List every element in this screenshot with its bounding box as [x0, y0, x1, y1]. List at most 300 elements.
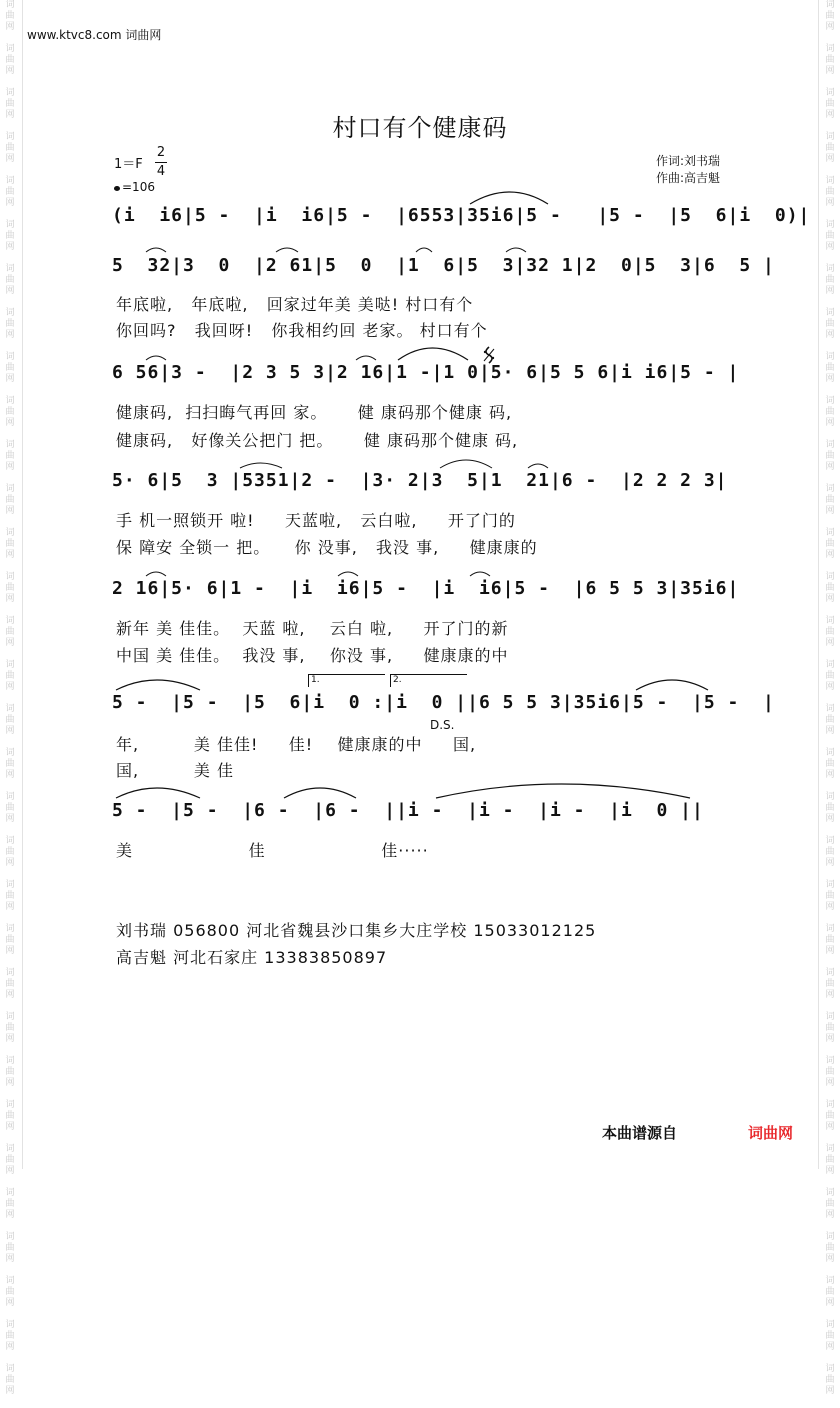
watermark-gap [822, 913, 838, 924]
watermark-char: 曲 [825, 803, 835, 813]
watermark-char: 词 [825, 924, 835, 934]
watermark-char: 网 [5, 1078, 15, 1088]
watermark-char: 词 [825, 396, 835, 406]
watermark-char: 词 [5, 660, 15, 670]
watermark-char: 词 [825, 1276, 835, 1286]
slur-3 [276, 248, 298, 252]
watermark-gap [822, 1353, 838, 1364]
watermark-char: 网 [825, 946, 835, 956]
watermark-char: 曲 [825, 55, 835, 65]
page-border-right [818, 0, 819, 1169]
watermark-char: 曲 [825, 715, 835, 725]
watermark-char: 词 [825, 1144, 835, 1154]
watermark-gap [822, 1089, 838, 1100]
watermark-char: 词 [825, 264, 835, 274]
slur-17 [116, 788, 200, 798]
watermark-char: 网 [825, 990, 835, 1000]
watermark-char: 词 [5, 132, 15, 142]
watermark-gap [822, 869, 838, 880]
watermark-char: 词 [825, 1056, 835, 1066]
watermark-char: 网 [5, 594, 15, 604]
lyric-line-2: 你回吗? 我回呀! 你我相约回 老家。 村口有个 [116, 321, 488, 340]
watermark-char: 词 [5, 572, 15, 582]
watermark-gap [2, 781, 18, 792]
watermark-gap [822, 253, 838, 264]
watermark-gap [822, 957, 838, 968]
music-line-2: 5 32|3 0 |2 61|5 0 |1 6|5 3|32 1|2 0|5 3|6 5 | [112, 255, 775, 276]
volta-2-label: 2. [393, 675, 402, 685]
watermark-char: 词 [5, 176, 15, 186]
watermark-char: 网 [825, 1342, 835, 1352]
watermark-char: 词 [825, 132, 835, 142]
watermark-char: 词 [5, 968, 15, 978]
watermark-char: 词 [5, 88, 15, 98]
ds-mark: D.S. [430, 718, 455, 732]
watermark-char: 曲 [5, 1023, 15, 1033]
quarter-note-icon [114, 186, 120, 191]
watermark-char: 曲 [825, 1111, 835, 1121]
lyric-line-10: 国, 美 佳 [116, 761, 234, 780]
watermark-char: 网 [5, 242, 15, 252]
watermark-char: 词 [825, 1320, 835, 1330]
watermark-char: 曲 [825, 847, 835, 857]
watermark-char: 曲 [825, 1243, 835, 1253]
watermark-char: 曲 [825, 451, 835, 461]
watermark-char: 网 [5, 66, 15, 76]
watermark-gap [822, 473, 838, 484]
watermark-char: 词 [825, 616, 835, 626]
watermark-gap [822, 165, 838, 176]
slur-18 [284, 788, 356, 798]
watermark-gap [2, 1397, 18, 1408]
watermark-char: 词 [825, 44, 835, 54]
watermark-char: 曲 [5, 11, 15, 21]
watermark-right [822, 0, 838, 1396]
site-url[interactable]: www.ktvc8.com 词曲网 [27, 28, 162, 42]
watermark-char: 网 [5, 374, 15, 384]
watermark-char: 曲 [5, 319, 15, 329]
watermark-gap [822, 693, 838, 704]
watermark-char: 词 [5, 1056, 15, 1066]
music-line-6: 5 - |5 - |5 6|i 0 :|i 0 ||6 5 5 3|35i6|5 - |5 - | [112, 692, 775, 713]
watermark-char: 词 [825, 792, 835, 802]
composer: 作曲:高吉魁 [656, 171, 721, 185]
watermark-char: 词 [825, 220, 835, 230]
slur-19 [436, 784, 690, 798]
watermark-char: 网 [5, 770, 15, 780]
watermark-gap [822, 517, 838, 528]
watermark-gap [2, 957, 18, 968]
watermark-char: 词 [825, 1364, 835, 1374]
watermark-char: 网 [5, 462, 15, 472]
watermark-char: 网 [825, 1122, 835, 1132]
watermark-gap [2, 209, 18, 220]
watermark-gap [2, 1089, 18, 1100]
lyric-line-1: 年底啦, 年底啦, 回家过年美 美哒! 村口有个 [116, 295, 474, 314]
watermark-char: 词 [5, 0, 15, 10]
tempo-value: =106 [122, 180, 155, 194]
watermark-char: 曲 [5, 55, 15, 65]
watermark-char: 曲 [5, 495, 15, 505]
watermark-char: 词 [5, 1364, 15, 1374]
watermark-gap [822, 33, 838, 44]
watermark-char: 曲 [5, 1199, 15, 1209]
watermark-char: 曲 [5, 1243, 15, 1253]
watermark-char: 网 [825, 902, 835, 912]
watermark-gap [822, 1177, 838, 1188]
lyric-line-8: 中国 美 佳佳。 我没 事, 你没 事, 健康康的中 [116, 646, 509, 665]
watermark-gap [2, 825, 18, 836]
footer-line-2: 高吉魁 河北石家庄 13383850897 [116, 948, 388, 967]
source-label: 本曲谱源自 [602, 1124, 678, 1142]
watermark-char: 曲 [825, 1287, 835, 1297]
watermark-char: 网 [825, 682, 835, 692]
watermark-char: 词 [5, 396, 15, 406]
watermark-char: 网 [825, 462, 835, 472]
watermark-char: 网 [825, 506, 835, 516]
watermark-gap [2, 1309, 18, 1320]
watermark-char: 曲 [825, 275, 835, 285]
watermark-char: 网 [825, 814, 835, 824]
watermark-char: 曲 [825, 759, 835, 769]
watermark-char: 网 [5, 1210, 15, 1220]
watermark-char: 网 [825, 110, 835, 120]
watermark-char: 词 [825, 0, 835, 10]
watermark-char: 词 [5, 220, 15, 230]
watermark-char: 曲 [5, 1067, 15, 1077]
watermark-gap [2, 693, 18, 704]
watermark-gap [822, 1309, 838, 1320]
watermark-char: 网 [5, 726, 15, 736]
watermark-gap [822, 341, 838, 352]
watermark-char: 曲 [5, 99, 15, 109]
watermark-char: 网 [825, 550, 835, 560]
watermark-gap [2, 1353, 18, 1364]
watermark-char: 网 [825, 1166, 835, 1176]
watermark-char: 词 [825, 352, 835, 362]
watermark-char: 词 [825, 968, 835, 978]
watermark-gap [2, 561, 18, 572]
watermark-gap [822, 77, 838, 88]
watermark-char: 曲 [5, 275, 15, 285]
watermark-char: 曲 [5, 803, 15, 813]
watermark-char: 词 [825, 308, 835, 318]
watermark-char: 曲 [825, 671, 835, 681]
watermark-char: 曲 [825, 1199, 835, 1209]
watermark-char: 曲 [5, 759, 15, 769]
watermark-char: 曲 [5, 143, 15, 153]
watermark-gap [822, 1133, 838, 1144]
watermark-gap [822, 1265, 838, 1276]
watermark-char: 词 [5, 880, 15, 890]
watermark-char: 网 [5, 418, 15, 428]
meter-top: 2 [156, 145, 166, 160]
watermark-gap [822, 605, 838, 616]
watermark-char: 词 [825, 1232, 835, 1242]
music-line-4: 5· 6|5 3 |5351|2 - |3· 2|3 5|1 21|6 - |2 2 2 3| [112, 470, 728, 491]
watermark-char: 曲 [5, 847, 15, 857]
lyric-line-4: 健康码, 好像关公把门 把。 健 康码那个健康 码, [116, 431, 519, 450]
watermark-gap [822, 429, 838, 440]
music-line-1: (i i6|5 - |i i6|5 - |6553|35i6|5 - |5 - |5 6|i 0)| [112, 205, 811, 226]
watermark-char: 网 [825, 66, 835, 76]
watermark-char: 曲 [825, 891, 835, 901]
watermark-char: 曲 [825, 1155, 835, 1165]
watermark-gap [822, 209, 838, 220]
watermark-gap [2, 165, 18, 176]
watermark-gap [2, 429, 18, 440]
watermark-char: 曲 [825, 495, 835, 505]
watermark-char: 网 [5, 990, 15, 1000]
watermark-char: 网 [825, 770, 835, 780]
watermark-char: 曲 [5, 231, 15, 241]
segno-icon [484, 347, 494, 363]
watermark-char: 词 [825, 748, 835, 758]
lyric-line-11: 美 佳 佳····· [116, 841, 429, 860]
watermark-gap [822, 1045, 838, 1056]
watermark-char: 词 [5, 1232, 15, 1242]
watermark-char: 词 [5, 792, 15, 802]
watermark-gap [822, 825, 838, 836]
watermark-char: 词 [825, 880, 835, 890]
watermark-char: 曲 [825, 187, 835, 197]
slur-15 [116, 680, 200, 690]
watermark-gap [2, 1221, 18, 1232]
watermark-char: 词 [825, 1012, 835, 1022]
watermark-char: 曲 [825, 11, 835, 21]
volta-1 [308, 674, 385, 687]
watermark-gap [822, 1001, 838, 1012]
watermark-char: 词 [825, 836, 835, 846]
watermark-gap [822, 1221, 838, 1232]
lyric-line-6: 保 障安 全锁一 把。 你 没事, 我没 事, 健康康的 [116, 538, 538, 557]
watermark-char: 曲 [825, 1375, 835, 1385]
watermark-char: 词 [5, 616, 15, 626]
watermark-char: 曲 [825, 143, 835, 153]
watermark-char: 网 [825, 286, 835, 296]
song-title: 村口有个健康码 [332, 114, 508, 142]
key-signature: 1＝F [114, 157, 143, 172]
watermark-gap [2, 649, 18, 660]
watermark-char: 曲 [825, 319, 835, 329]
watermark-char: 网 [825, 242, 835, 252]
watermark-char: 网 [825, 1210, 835, 1220]
slur-10 [440, 460, 492, 468]
watermark-char: 曲 [5, 407, 15, 417]
watermark-char: 曲 [5, 1111, 15, 1121]
footer-line-1: 刘书瑞 056800 河北省魏县沙口集乡大庄学校 15033012125 [116, 921, 597, 940]
watermark-char: 曲 [825, 583, 835, 593]
watermark-char: 词 [5, 440, 15, 450]
watermark-char: 网 [825, 330, 835, 340]
watermark-char: 网 [5, 286, 15, 296]
watermark-char: 网 [5, 154, 15, 164]
watermark-char: 曲 [5, 451, 15, 461]
meter-bar [155, 162, 167, 163]
watermark-gap [2, 253, 18, 264]
watermark-char: 曲 [825, 1067, 835, 1077]
watermark-char: 网 [5, 1386, 15, 1396]
watermark-char: 曲 [825, 935, 835, 945]
watermark-char: 曲 [5, 891, 15, 901]
watermark-char: 词 [5, 1276, 15, 1286]
watermark-gap [2, 869, 18, 880]
slur-12 [146, 572, 166, 576]
watermark-char: 曲 [5, 1331, 15, 1341]
watermark-gap [2, 33, 18, 44]
watermark-char: 网 [5, 814, 15, 824]
watermark-char: 词 [5, 704, 15, 714]
watermark-char: 词 [825, 572, 835, 582]
watermark-char: 词 [825, 660, 835, 670]
lyricist: 作词:刘书瑞 [656, 154, 721, 168]
watermark-char: 网 [5, 110, 15, 120]
watermark-gap [2, 1177, 18, 1188]
watermark-gap [2, 385, 18, 396]
watermark-gap [2, 1001, 18, 1012]
slur-2 [146, 248, 166, 252]
watermark-char: 网 [5, 1166, 15, 1176]
watermark-char: 网 [5, 638, 15, 648]
slur-4 [416, 248, 432, 252]
watermark-char: 网 [825, 1386, 835, 1396]
lyric-line-9: 年, 美 佳佳! 佳! 健康康的中 国, [116, 735, 477, 754]
lyric-line-5: 手 机一照锁开 啦! 天蓝啦, 云白啦, 开了门的 [116, 511, 516, 530]
brand-logo[interactable]: 词曲网 [748, 1124, 794, 1142]
watermark-char: 曲 [825, 231, 835, 241]
watermark-gap [822, 737, 838, 748]
watermark-char: 词 [825, 88, 835, 98]
watermark-char: 词 [5, 836, 15, 846]
watermark-char: 网 [5, 682, 15, 692]
watermark-char: 网 [5, 1122, 15, 1132]
watermark-gap [2, 605, 18, 616]
watermark-char: 词 [5, 1320, 15, 1330]
watermark-char: 网 [5, 506, 15, 516]
volta-1-label: 1. [311, 675, 320, 685]
watermark-char: 网 [825, 1078, 835, 1088]
watermark-char: 网 [5, 1342, 15, 1352]
tempo-mark [114, 180, 155, 194]
watermark-char: 词 [825, 176, 835, 186]
watermark-char: 词 [5, 1100, 15, 1110]
watermark-char: 曲 [5, 979, 15, 989]
watermark-gap [822, 781, 838, 792]
watermark-char: 词 [825, 704, 835, 714]
watermark-gap [822, 1397, 838, 1408]
watermark-char: 曲 [825, 363, 835, 373]
watermark-char: 网 [5, 22, 15, 32]
music-line-5: 2 16|5· 6|1 - |i i6|5 - |i i6|5 - |6 5 5 3|35i6| [112, 578, 740, 599]
volta-2 [390, 674, 467, 687]
watermark-char: 词 [825, 440, 835, 450]
watermark-char: 网 [825, 1298, 835, 1308]
watermark-char: 网 [825, 22, 835, 32]
watermark-char: 网 [5, 330, 15, 340]
watermark-char: 词 [825, 484, 835, 494]
watermark-char: 网 [5, 946, 15, 956]
watermark-char: 网 [5, 1298, 15, 1308]
slur-1 [470, 192, 548, 204]
watermark-gap [822, 385, 838, 396]
credits [656, 153, 720, 187]
watermark-char: 词 [5, 44, 15, 54]
slur-14 [470, 572, 490, 576]
watermark-char: 曲 [825, 1023, 835, 1033]
watermark-char: 曲 [5, 627, 15, 637]
watermark-gap [822, 297, 838, 308]
watermark-char: 网 [825, 726, 835, 736]
watermark-char: 网 [825, 594, 835, 604]
lyric-line-7: 新年 美 佳佳。 天蓝 啦, 云白 啦, 开了门的新 [116, 619, 509, 638]
watermark-char: 网 [825, 1034, 835, 1044]
watermark-char: 网 [825, 638, 835, 648]
watermark-char: 网 [5, 198, 15, 208]
watermark-char: 词 [5, 1144, 15, 1154]
watermark-char: 曲 [825, 99, 835, 109]
watermark-char: 曲 [825, 407, 835, 417]
watermark-char: 词 [5, 308, 15, 318]
watermark-char: 网 [825, 154, 835, 164]
watermark-char: 曲 [5, 1287, 15, 1297]
lyric-line-3: 健康码, 扫扫晦气再回 家。 健 康码那个健康 码, [116, 403, 513, 422]
watermark-char: 词 [5, 1188, 15, 1198]
watermark-char: 词 [5, 924, 15, 934]
watermark-char: 网 [825, 418, 835, 428]
watermark-char: 网 [5, 1034, 15, 1044]
slur-9 [240, 463, 282, 468]
watermark-gap [2, 913, 18, 924]
slur-11 [528, 464, 548, 468]
slur-13 [338, 572, 358, 576]
watermark-char: 词 [825, 528, 835, 538]
watermark-char: 曲 [825, 539, 835, 549]
watermark-gap [2, 517, 18, 528]
watermark-char: 词 [5, 748, 15, 758]
watermark-char: 曲 [5, 583, 15, 593]
slur-7 [356, 356, 376, 360]
watermark-char: 网 [825, 858, 835, 868]
watermark-gap [2, 297, 18, 308]
watermark-gap [2, 1265, 18, 1276]
watermark-gap [822, 561, 838, 572]
watermark-char: 词 [5, 484, 15, 494]
watermark-gap [2, 1045, 18, 1056]
watermark-char: 曲 [5, 671, 15, 681]
slur-8 [398, 348, 468, 360]
watermark-char: 曲 [5, 715, 15, 725]
watermark-char: 网 [5, 858, 15, 868]
watermark-char: 曲 [5, 187, 15, 197]
meter-bottom: 4 [156, 164, 166, 179]
watermark-gap [2, 341, 18, 352]
watermark-gap [2, 77, 18, 88]
watermark-char: 网 [5, 1254, 15, 1264]
watermark-char: 曲 [825, 979, 835, 989]
time-signature [155, 146, 167, 179]
watermark-char: 网 [825, 198, 835, 208]
watermark-char: 词 [825, 1188, 835, 1198]
music-line-7: 5 - |5 - |6 - |6 - ||i - |i - |i - |i 0 || [112, 800, 704, 821]
watermark-char: 曲 [5, 539, 15, 549]
page-border-left [22, 0, 23, 1169]
slur-16 [636, 680, 708, 690]
watermark-gap [2, 737, 18, 748]
watermark-char: 曲 [825, 627, 835, 637]
watermark-char: 网 [825, 374, 835, 384]
watermark-char: 词 [5, 352, 15, 362]
watermark-char: 网 [825, 1254, 835, 1264]
